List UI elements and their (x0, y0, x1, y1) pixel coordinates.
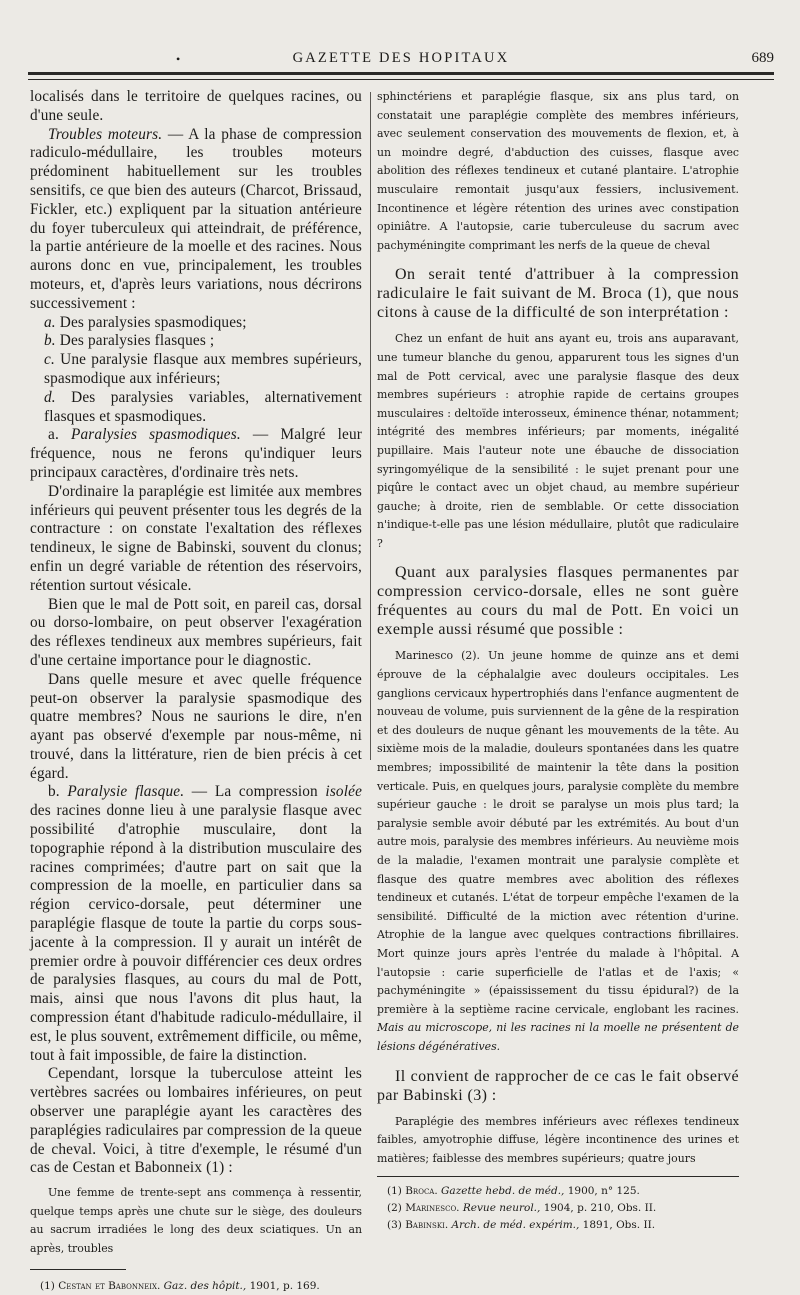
case-summary-cestan: Une femme de trente-sept ans commença à ressentir, quelque temps après une chute sur le siège, des douleurs au sacrum irradiées le long des deux sciatiques. Un an après, troubles (30, 1186, 362, 1255)
footnote-marinesco: (2) Marinesco. Revue neurol., 1904, p. 210, Obs. II. (387, 1202, 657, 1215)
paragraph-dans-quelle-mesure: Dans quelle mesure et avec quelle fréquence peut-on observer la paralysie spasmodique des quatre membres? Nous ne saurions le dire, n'en ayant pas observé d'exemple par nous-même, ni trouvé, dans la littérature, rien de bien précis à cet égard. (30, 670, 362, 782)
list-item-d: d. Des paralysies variables, alternativement flasques et spasmodiques. (44, 388, 362, 425)
list-item-c: c. Une paralysie flasque aux membres supérieurs, spasmodique aux inférieurs; (44, 351, 362, 387)
footnote-cestan: (1) Cestan et Babonneix. Gaz. des hôpit., 1901, p. 169. (40, 1279, 320, 1292)
subheading-paralysie-flasque: Paralysie flasque. (67, 783, 185, 801)
case-summary-babinski: Paraplégie des membres inférieurs avec réflexes tendineux faibles, amyotrophie diffuse, légère incontinence des urines et matières; faiblesse des membres supérieurs; quatre jours (377, 1114, 739, 1165)
case-summary-broca: Chez un enfant de huit ans ayant eu, trois ans auparavant, une tumeur blanche du genou, apparurent tous les signes d'un mal de Pott cervical, avec une paralysie flasque des deux membres supérieurs : atrophie rapide de certains groupes musculaires : deltoïde interosseux, éminence thénar, notamment; intégrité des membres inférieurs; par moments, inégalité pupillaire. Mais l'auteur note une ébauche de dissociation syringomyélique de la sensibilité : le sujet prenant pour une piqûre le contact avec un objet chaud, au membre supérieur gauche; à droite, rien de semblable. Or cette dissociation n'indique-t-elle pas une lésion médullaire, plutôt que radiculaire ? (377, 332, 739, 550)
header-rule-thick (28, 72, 774, 75)
right-column (377, 88, 739, 1232)
paragraph-quant-aux-paralysies: Quant aux paralysies flasques permanentes par compression cervico-dorsale, elles ne sont guère fréquentes au cours du mal de Pott. En voici un exemple aussi résumé que possible : (377, 564, 739, 639)
running-title: GAZETTE DES HOPITAUX (292, 50, 510, 66)
left-column (30, 88, 363, 1292)
subheading-troubles-moteurs: Troubles moteurs. (48, 125, 163, 143)
paragraph-ordinaire: D'ordinaire la paraplégie est limitée aux membres inférieurs qui peuvent présenter tous les degrés de la contracture : on constate l'exaltation des réflexes tendineux, le signe de Babinski, souvent du clonus; enfin un degré variable de rétention des réservoirs, rétention surtout vésicale. (30, 482, 362, 594)
paragraph-paralysies-spasmodiques: a. Paralysies spasmodiques. — Malgré leur fréquence, nous ne ferons qu'indiquer leurs principaux caractères, d'ordinaire très nets. (30, 426, 362, 481)
list-item-b: b. Des paralysies flasques ; (44, 332, 215, 350)
case-summary-marinesco: Marinesco (2). Un jeune homme de quinze ans et demi éprouve de la céphalalgie avec douleurs occipitales. Les ganglions cervicaux hypertrophiés dans l'enfance augmentent de nouveau de volume, puis surviennent de la gêne de la respiration et des douleurs de nuque gênant les mouvements de la tête. Au sixième mois de la maladie, douleurs spontanées dans les quatre membres; impossibilité de maintenir la tête dans la position verticale. Puis, en quelques jours, paralysie complète du membre supérieur gauche : le droit se paralyse un mois plus tard; la paralysie semble avoir débuté par les extrémités. Au bout d'un autre mois, paralysie des membres inférieurs. Au neuvième mois de la maladie, l'examen montrait une paralysie complète et flasque des quatre membres avec abolition des réflexes tendineux et cutanés. L'état de torpeur empêche l'examen de la sensibilité. Difficulté de la miction avec rétention d'urine. Atrophie de la langue avec quelques contractions fibrillaires. Mort quinze jours après l'entrée du malade à l'hôpital. A l'autopsie : carie superficielle de l'atlas et de l'axis; « pachyméningite » (épaississement du tissu épidural?) de la première à la septième racine cervicale, englobant les racines. Mais au microscope, ni les racines ni la moelle ne présentent de lésions dégénératives. (377, 649, 739, 1053)
footnote-broca: (1) Broca. Gazette hebd. de méd., 1900, n° 125. (387, 1185, 640, 1198)
header-rule-thin (28, 79, 774, 80)
paragraph-cependant: Cependant, lorsque la tuberculose atteint les vertèbres sacrées ou lombaires inférieures, on peut observer une paraplégie ayant les caractères des paraplégies radiculaires par compression de la queue de cheval. Voici, à titre d'exemple, le résumé d'un cas de Cestan et Babonneix (1) : (30, 1065, 362, 1177)
page-number: 689 (751, 50, 774, 66)
footnote-rule-right (377, 1176, 739, 1177)
subheading-paralysies-spasmodiques: Paralysies spasmodiques. (71, 426, 241, 444)
paragraph-babinski-intro: Il convient de rapprocher de ce cas le fait observé par Babinski (3) : (377, 1067, 739, 1104)
paragraph-broca-intro: On serait tenté d'attribuer à la compression radiculaire le fait suivant de M. Broca (1), que nous citons à cause de la difficulté de son interprétation : (377, 266, 739, 322)
header-ornament: • (176, 52, 181, 66)
case-summary-continued: sphinctériens et paraplégie flasque, six ans plus tard, on constatait une paraplégie complète des membres inférieurs, avec seulement conservation des mouvements de flexion, et, à un moindre degré, d'abduction des cuisses, flasque avec abolition des réflexes tendineux et cutané plantaire. L'atrophie musculaire remontait jusqu'aux fessiers, inclusivement. Incontinence et légère rétention des urines avec constipation opiniâtre. A l'autopsie, carie tuberculeuse du sacrum avec pachyméningite comprimant les nerfs de la queue de cheval (377, 90, 739, 252)
paragraph-paralysie-flasque: b. Paralysie flasque. — La compression isolée des racines donne lieu à une paralysie flasque avec possibilité d'atrophie musculaire, dont la topographie répond à la distribution musculaire des racines comprimées; d'autre part on sait que la compression de la moelle, en particulier dans sa région cervico-dorsale, peut déterminer une paraplégie flasque de toute la partie du corps sous-jacente à la compression. Il y aurait un intérêt de premier ordre à pouvoir différencier ces deux ordres de paralysies flasques, au cours du mal de Pott, mais, ainsi que nous l'avons dit plus haut, la compression étant d'habitude radiculo-médullaire, il est, le plus souvent, extrêmement difficile, ou même, tout à fait impossible, de faire la distinction. (30, 783, 363, 1064)
page-header (28, 48, 774, 70)
footnote-rule (30, 1269, 126, 1270)
column-separator (370, 92, 371, 760)
footnote-babinski: (3) Babinski. Arch. de méd. expérim., 1891, Obs. II. (387, 1219, 656, 1232)
list-item-a: a. Des paralysies spasmodiques; (44, 313, 247, 331)
paragraph-localises: localisés dans le territoire de quelques racines, ou d'une seule. (30, 88, 362, 124)
paragraph-troubles-moteurs: Troubles moteurs. — A la phase de compression radiculo-médullaire, les troubles moteurs prédominent habituellement sur les troubles sensitifs, ce que bien des auteurs (Charcot, Brissaud, Fickler, etc.) expliquent par la situation antérieure du foyer tuberculeux qui atteindrait, de préférence, la partie antérieure de la moelle et des racines. Nous aurons donc en vue, principalement, les troubles moteurs, et, d'après leurs variations, nous décrirons successivement : (30, 125, 362, 312)
paragraph-bien-que: Bien que le mal de Pott soit, en pareil cas, dorsal ou dorso-lombaire, on peut observer l'exagération des réflexes tendineux aux membres supérieurs, fait d'une certaine importance pour le diagnostic. (30, 595, 362, 669)
